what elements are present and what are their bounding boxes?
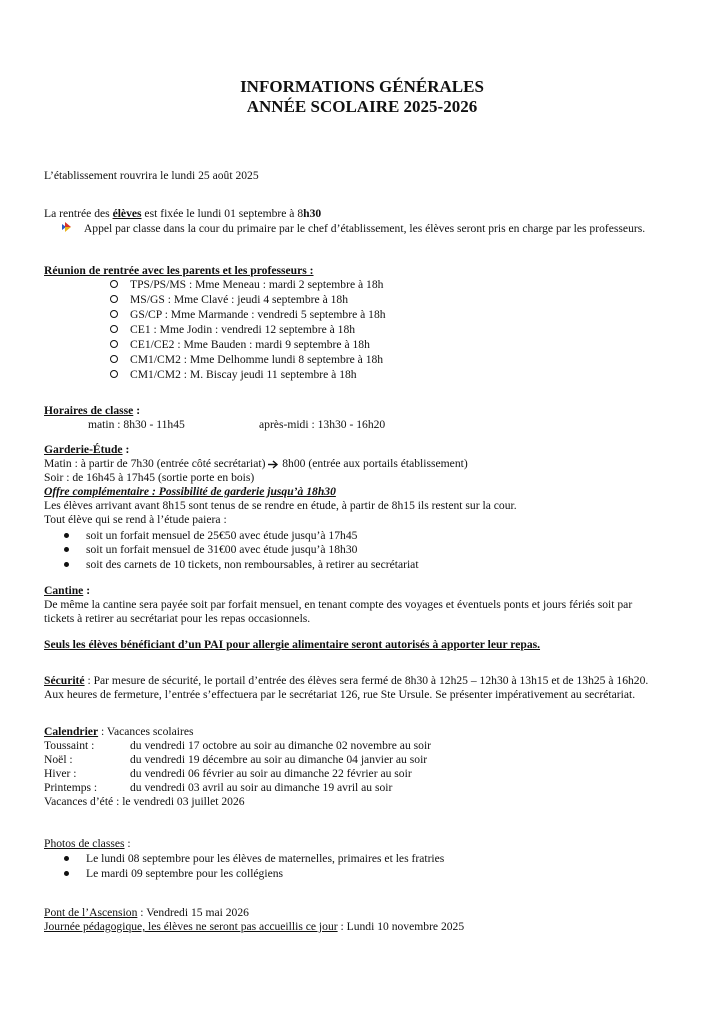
appel-text: Appel par classe dans la cour du primaire par le chef d’établissement, les élèves seront pris en charge par les professeurs. (83, 222, 646, 235)
list-item: Le lundi 08 septembre pour les élèves de maternelles, primaires et les fratries (64, 852, 444, 866)
eleves-emphasis: élèves (112, 207, 142, 220)
securite-heading: Sécurité (44, 674, 85, 687)
list-item: GS/CP : Mme Marmande : vendredi 5 septembre à 18h (110, 308, 386, 322)
bullet-icon (64, 547, 69, 552)
calendrier-heading: Calendrier (44, 725, 99, 738)
vacances-ete: Vacances d’été : le vendredi 03 juillet 2026 (44, 795, 245, 808)
horaires-apres-midi: après-midi : 13h30 - 16h20 (259, 418, 386, 431)
ring-bullet-icon (110, 295, 118, 303)
garderie-soir: Soir : de 16h45 à 17h45 (sortie porte en bois) (44, 471, 255, 484)
list-item: Le mardi 09 septembre pour les collégiens (64, 867, 283, 881)
securite-line-2: Aux heures de fermeture, l’entrée s’effectuera par le secrétariat 126, rue Ste Ursule. Se présenter impérativement au secrétariat. (44, 688, 636, 701)
bullet-icon (64, 871, 69, 876)
calendrier-heading-line: Calendrier : Vacances scolaires (44, 725, 194, 738)
ring-bullet-icon (110, 325, 118, 333)
doc-title-line1: INFORMATIONS GÉNÉRALES (240, 77, 484, 96)
calendrier-label: Hiver : (44, 767, 77, 780)
list-item: CM1/CM2 : Mme Delhomme lundi 8 septembre à 18h (110, 353, 383, 367)
ring-bullet-icon (110, 355, 118, 363)
hour-emphasis: h30 (303, 207, 322, 220)
arrow-right-icon (268, 460, 279, 469)
arrow-bullet-icon (62, 222, 71, 232)
list-item: CM1/CM2 : M. Biscay jeudi 11 septembre à 18h (110, 368, 357, 382)
calendrier-value: du vendredi 17 octobre au soir au dimanche 02 novembre au soir (130, 739, 432, 752)
calendrier-value: du vendredi 19 décembre au soir au dimanche 04 janvier au soir (130, 753, 428, 766)
rentree-line: La rentrée des élèves est fixée le lundi 01 septembre à 8h30 (44, 207, 322, 220)
horaires-heading: Horaires de classe : (44, 404, 141, 417)
cantine-text-2: tickets à retirer au secrétariat pour les repas occasionnels. (44, 612, 311, 625)
calendrier-value: du vendredi 03 avril au soir au dimanche 19 avril au soir (130, 781, 393, 794)
doc-title-line2: ANNÉE SCOLAIRE 2025-2026 (246, 97, 478, 116)
reopening-text: L’établissement rouvrira le lundi 25 août 2025 (44, 169, 259, 182)
journee-pedagogique: Journée pédagogique, les élèves ne seront pas accueillis ce jour : Lundi 10 novembre 2025 (44, 920, 465, 933)
garderie-avant: Les élèves arrivant avant 8h15 sont tenus de se rendre en étude, à partir de 8h15 ils restent sur la cour. (44, 499, 517, 512)
garderie-matin: Matin : à partir de 7h30 (entrée côté secrétariat) 8h00 (entrée aux portails établissement) (44, 457, 468, 470)
calendrier-label: Toussaint : (44, 739, 95, 752)
photos-heading: Photos de classes : (44, 837, 131, 850)
calendrier-label: Printemps : (44, 781, 98, 794)
reunion-heading: Réunion de rentrée avec les parents et les professeurs : (44, 264, 314, 277)
list-item: CE1 : Mme Jodin : vendredi 12 septembre à 18h (110, 323, 355, 337)
ring-bullet-icon (110, 340, 118, 348)
calendrier-label: Noël : (44, 753, 73, 766)
bullet-icon (64, 533, 69, 538)
pont-ascension: Pont de l’Ascension : Vendredi 15 mai 2026 (44, 906, 249, 919)
securite-line-1: Sécurité : Par mesure de sécurité, le portail d’entrée des élèves sera fermé de 8h30 à 12h25 – 12h30 à 13h15 et de 13h25 à 16h20. (44, 674, 649, 687)
list-item: soit des carnets de 10 tickets, non remboursables, à retirer au secrétariat (64, 558, 419, 572)
ring-bullet-icon (110, 280, 118, 288)
appel-line (62, 222, 645, 236)
list-item: soit un forfait mensuel de 31€00 avec étude jusqu’à 18h30 (64, 543, 357, 557)
bullet-icon (64, 562, 69, 567)
list-item: soit un forfait mensuel de 25€50 avec étude jusqu’à 17h45 (64, 529, 357, 543)
garderie-tout: Tout élève qui se rend à l’étude paiera : (44, 513, 227, 526)
offre-complementaire: Offre complémentaire : Possibilité de garderie jusqu’à 18h30 (44, 485, 336, 498)
garderie-heading: Garderie-Étude : (44, 443, 130, 456)
bullet-icon (64, 856, 69, 861)
calendrier-value: du vendredi 06 février au soir au dimanche 22 février au soir (130, 767, 412, 780)
ring-bullet-icon (110, 370, 118, 378)
pai-notice: Seuls les élèves bénéficiant d’un PAI pour allergie alimentaire seront autorisés à apporter leur repas. (44, 638, 541, 651)
list-item: MS/GS : Mme Clavé : jeudi 4 septembre à 18h (110, 293, 348, 307)
cantine-text-1: De même la cantine sera payée soit par forfait mensuel, en tenant compte des voyages et éventuels ponts et jours fériés soit par (44, 598, 633, 611)
horaires-matin: matin : 8h30 - 11h45 (88, 418, 185, 431)
ring-bullet-icon (110, 310, 118, 318)
cantine-heading: Cantine : (44, 584, 91, 597)
list-item: CE1/CE2 : Mme Bauden : mardi 9 septembre à 18h (110, 338, 370, 352)
list-item: TPS/PS/MS : Mme Meneau : mardi 2 septembre à 18h (110, 278, 383, 292)
